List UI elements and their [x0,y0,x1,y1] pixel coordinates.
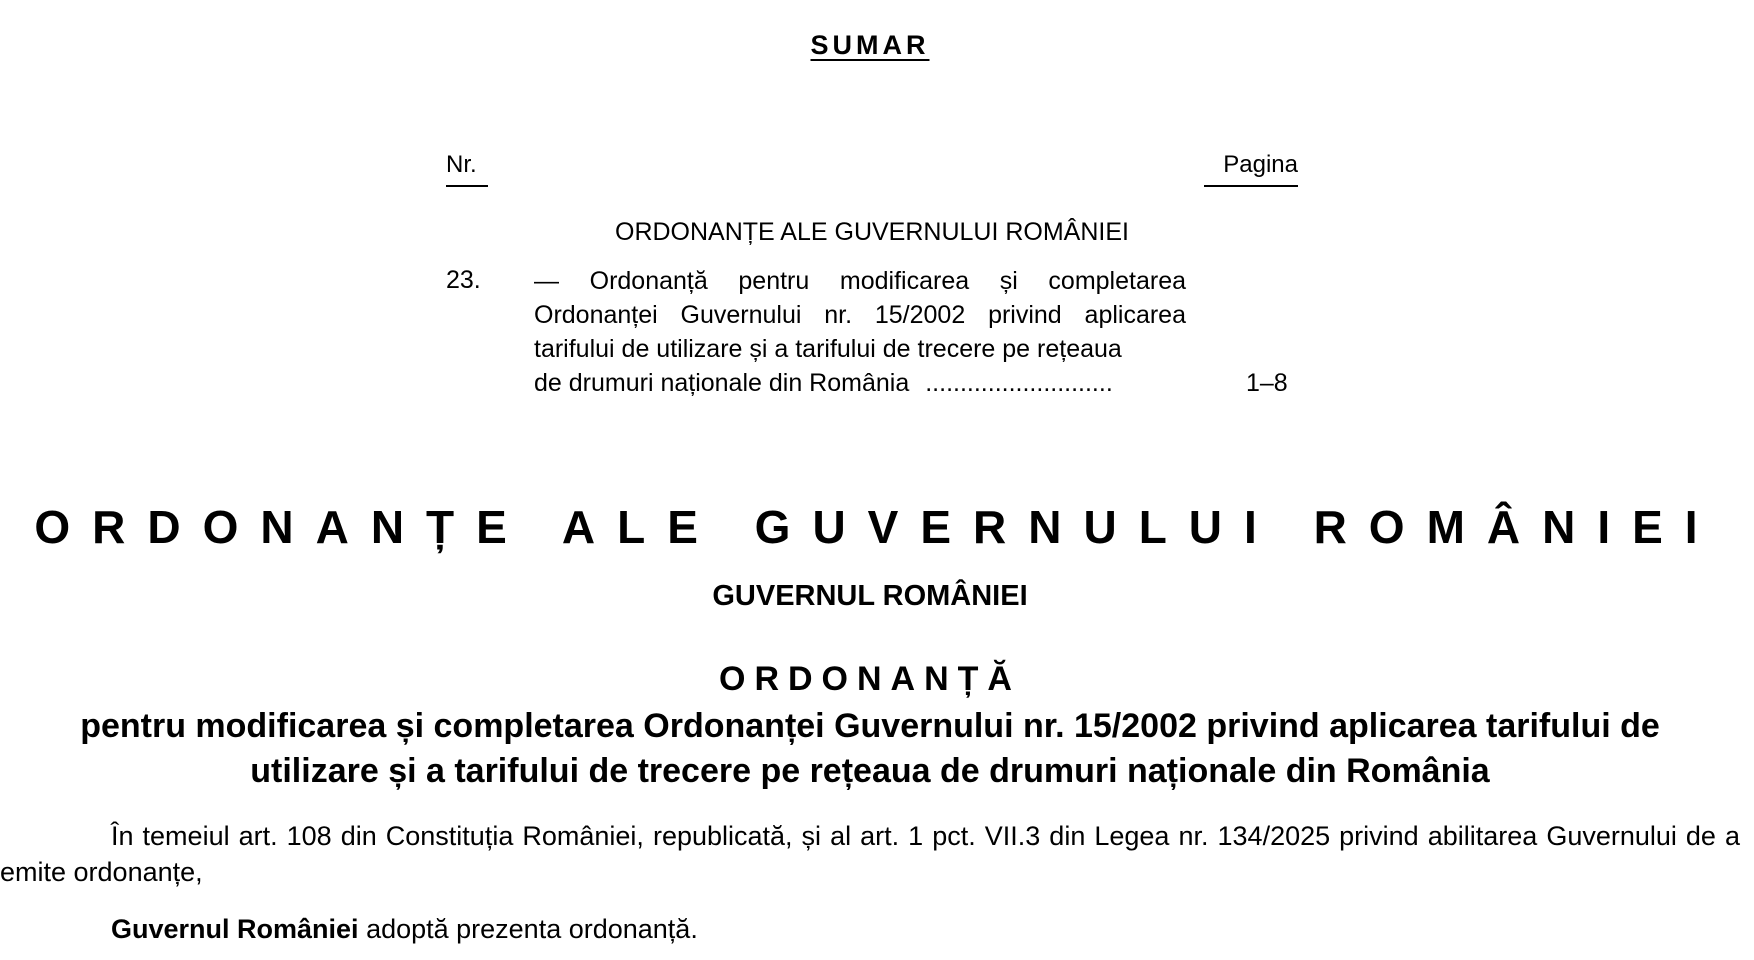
column-header-number: Nr. [446,151,488,187]
summary-entry-last-line [534,366,1186,400]
issuer-heading: GUVERNUL ROMÂNIEI [712,580,1028,612]
summary-entry-text: — Ordonanță pentru modificarea și completarea Ordonanței Guvernului nr. 15/2002 privind aplicarea tarifului de utilizare și a tarifului de trecere pe rețeaua [534,267,1186,363]
dot-leader: ........................... [925,369,1113,397]
document-type-heading: ORDONANȚĂ [719,660,1021,698]
summary-entry-pages: 1–8 [1246,369,1288,397]
preamble-text: În temeiul art. 108 din Constituția României, republicată, și al art. 1 pct. VII.3 din Legea nr. 134/2025 privind abilitarea Guvernului de a emite ordonanțe, [0,821,1740,887]
summary-section-heading: ORDONANȚE ALE GUVERNULUI ROMÂNIEI [615,218,1129,246]
document-title: pentru modificarea și completarea Ordonanței Guvernului nr. 15/2002 privind aplicarea tarifului de utilizare și a tarifului de trecere pe rețeaua de drumuri naționale din România [80,707,1660,790]
summary-entry-text-end: de drumuri naționale din România [534,369,910,397]
section-banner: ORDONANȚE ALE GUVERNULUI ROMÂNIEI [34,501,1720,553]
summary-title: SUMAR [810,30,930,60]
adoption-paragraph [111,914,698,945]
adoption-subject: Guvernul României [111,914,359,944]
preamble-paragraph [0,818,1740,890]
column-header-page: Pagina [1204,151,1298,187]
summary-entry-number: 23. [446,266,481,294]
adoption-text: adoptă prezenta ordonanță. [358,914,698,944]
